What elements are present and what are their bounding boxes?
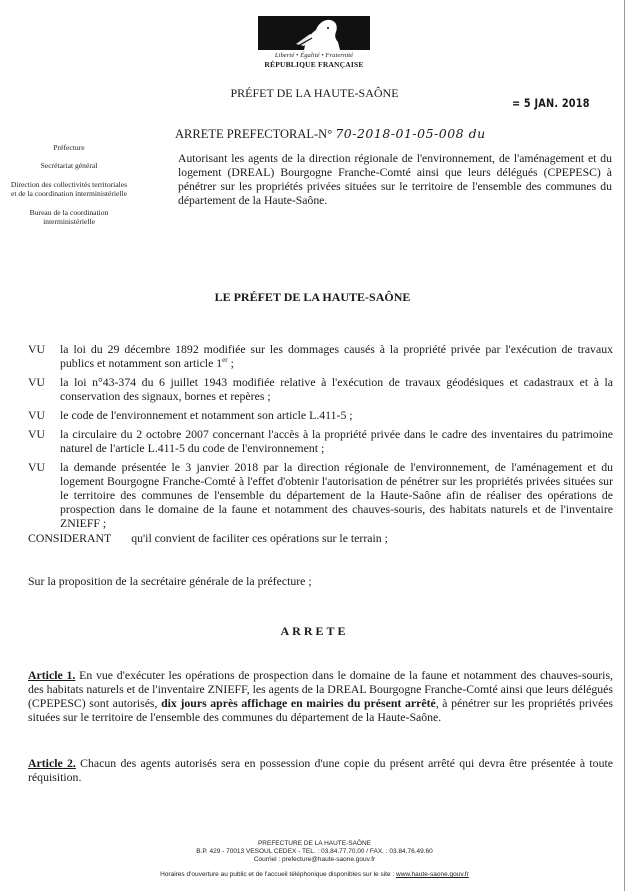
arrete-number-line — [175, 126, 486, 142]
marianne-icon — [258, 16, 370, 50]
footer-address: B.P. 429 - 70013 VESOUL CEDEX - TEL. : 03.84.77.70.00 / FAX. : 03.84.76.49.60 — [196, 848, 433, 855]
article-text: En vue d'exécuter les opérations de prospection dans le domaine de la faune et notamment des chauves-souris, des habitats naturels et de l'inventaire ZNIEFF, les agents de la DREAL Bourgogne Franche-Comté ainsi que leurs délégués (CPEPESC) sont autorisés, — [28, 668, 613, 710]
vu-item — [28, 342, 613, 370]
sidebar-item-secretariat: Secrétariat général — [40, 161, 98, 171]
article-label: Article 1. — [28, 668, 76, 682]
sidebar-item-bureau: Bureau de la coordination interministérielle — [29, 207, 109, 227]
arrete-object: Autorisant les agents de la direction régionale de l'environnement, de l'aménagement et du logement (DREAL) Bourgogne Franche-Comté ainsi que leurs délégués (CPEPESC) à pénétrer sur les propriétés privées situées sur le territoire de l'ensemble des communes du département de la Haute-Saône. — [178, 152, 612, 207]
footer-hours — [0, 871, 629, 879]
prefet-title-text: LE PRÉFET DE LA HAUTE-SAÔNE — [214, 290, 411, 304]
arrete-title: ARRETE — [280, 624, 349, 638]
scan-edge-line — [624, 0, 625, 891]
considerant-key: CONSIDERANT — [28, 531, 112, 545]
vu-key: VU — [28, 427, 46, 441]
vu-item — [28, 460, 613, 530]
republic-motto: Liberté • Égalité • Fraternité — [274, 52, 354, 59]
article-text-after: , à pénétrer sur les propriétés privées situées sur le territoire de l'ensemble des communes du département de la Haute-Saône. — [28, 696, 614, 724]
vu-text: le code de l'environnement et notamment son article L.411-5 ; — [60, 408, 353, 422]
vu-key: VU — [28, 375, 46, 389]
arrete-label: ARRETE PREFECTORAL-N° — [175, 127, 336, 141]
date-stamp: = 5 JAN. 2018 — [512, 96, 590, 110]
article-2 — [28, 756, 613, 784]
superscript: er — [222, 356, 228, 365]
sidebar-item-direction: Direction des collectivités territoriales et de la coordination interministérielle — [10, 179, 128, 199]
sidebar-item-prefecture: Préfecture — [53, 143, 85, 152]
handwritten-number: 70-2018-01-05-008 du — [335, 126, 486, 141]
vu-text: la loi n°43-374 du 6 juillet 1943 modifiée relative à l'exécution de travaux géodésiques et cadastraux et à la conservation des signaux, bornes et repères ; — [60, 375, 613, 403]
vu-text: la circulaire du 2 octobre 2007 concernant l'accès à la propriété privée dans le cadre des inventaires du patrimoine naturel de l'article L.411-5 du code de l'environnement ; — [60, 427, 613, 455]
prefet-header: PRÉFET DE LA HAUTE-SAÔNE — [230, 86, 399, 100]
considerant-text: qu'il convient de faciliter ces opérations sur le terrain ; — [131, 531, 388, 545]
republic-name: RÉPUBLIQUE FRANÇAISE — [264, 60, 364, 69]
footer-website-link[interactable]: www.haute-saone.gouv.fr — [396, 871, 469, 878]
proposition-line: Sur la proposition de la secrétaire générale de la préfecture ; — [28, 574, 312, 588]
vu-text: la demande présentée le 3 janvier 2018 par la direction régionale de l'environnement, de l'aménagement et du logement Bourgogne Franche-Comté à l'effet d'obtenir l'autorisation de pénétrer sur les propriétés privées situées sur le territoire des communes de l'ensemble du département de la Haute-Saône afin de réaliser des opérations de prospection dans le domaine de la faune et notamment des chauves-souris, des habitats naturels et de l'inventaire ZNIEFF ; — [60, 460, 613, 530]
vu-item — [28, 375, 613, 403]
article-label: Article 2. — [28, 756, 76, 770]
vu-key: VU — [28, 408, 46, 422]
prefet-title — [0, 290, 629, 305]
vu-item — [28, 408, 613, 422]
article-bold-text: dix jours après affichage en mairies du présent arrêté — [161, 696, 436, 710]
vu-item — [28, 427, 613, 455]
vu-key: VU — [28, 342, 46, 356]
vu-key: VU — [28, 460, 46, 474]
footer-prefecture: PREFECTURE DE LA HAUTE-SAÔNE — [257, 840, 372, 847]
footer-hours-text: Horaires d'ouverture au public et de l'accueil téléphonique disponibles sur le site : — [160, 871, 397, 878]
vu-text — [60, 342, 613, 370]
footer-email: Courriel : prefecture@haute-saone.gouv.fr — [253, 856, 376, 863]
vu-text-body: la loi du 29 décembre 1892 modifiée sur les dommages causés à la propriété privée par l'exécution de travaux publics et notamment son article 1 — [60, 342, 613, 370]
considerant-item — [28, 531, 613, 545]
article-text: Chacun des agents autorisés sera en possession d'une copie du présent arrêté qui devra être présentée à toute réquisition. — [28, 756, 613, 784]
vu-list — [28, 342, 613, 545]
article-1 — [28, 668, 613, 724]
marianne-logo — [258, 16, 370, 69]
footer — [0, 840, 629, 879]
vu-text-tail: ; — [227, 356, 234, 370]
issuing-office-sidebar — [10, 143, 128, 235]
